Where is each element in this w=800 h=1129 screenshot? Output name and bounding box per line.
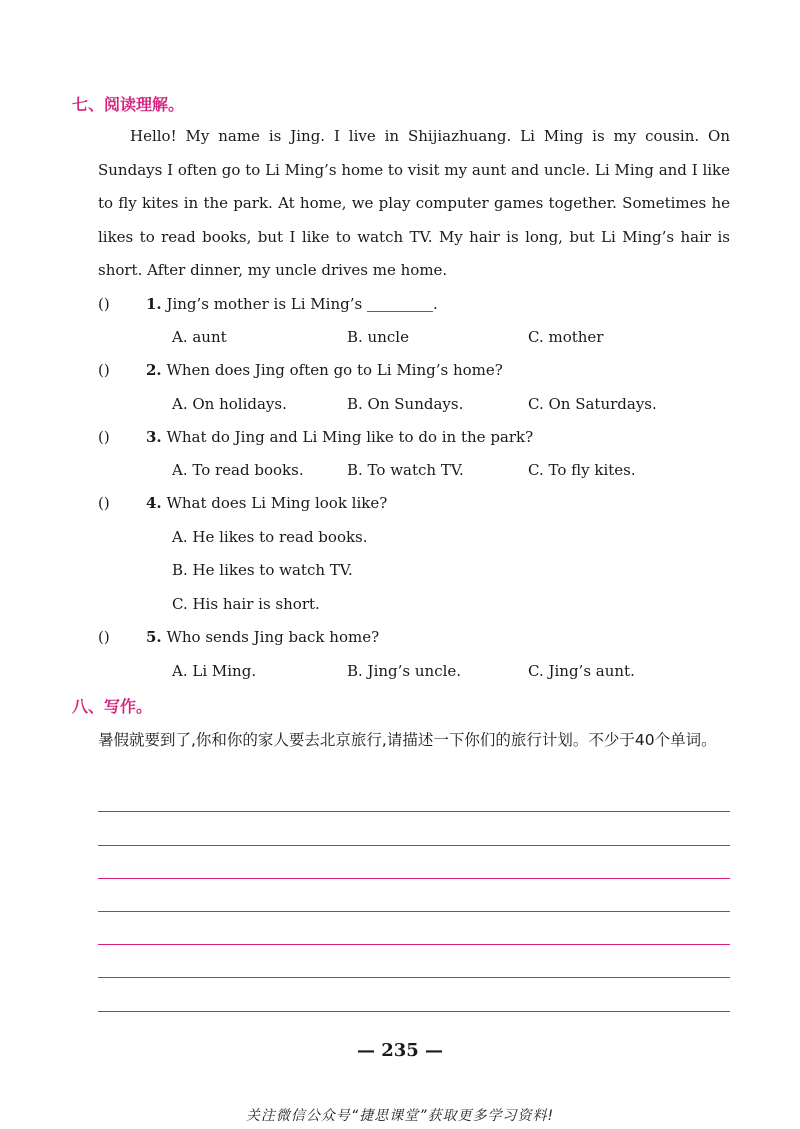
- question-4: [98, 494, 388, 512]
- question-number: 3.: [146, 428, 162, 446]
- option-c: C. To fly kites.: [528, 461, 636, 479]
- option-b: B. He likes to watch TV.: [172, 561, 353, 579]
- answer-paren[interactable]: (): [98, 428, 110, 446]
- writing-line[interactable]: [98, 911, 730, 912]
- option-b: B. On Sundays.: [347, 395, 464, 413]
- writing-line[interactable]: [98, 845, 730, 846]
- option-b: B. uncle: [347, 328, 409, 346]
- question-text: Jing’s mother is Li Ming’s: [166, 295, 363, 313]
- question-text: What do Jing and Li Ming like to do in the park?: [166, 428, 534, 446]
- question-number: 5.: [146, 628, 162, 646]
- passage-text: Hello! My name is Jing. I live in Shijiazhuang. Li Ming is my cousin. On Sundays I often go to Li Ming’s home to visit my aunt and uncle. Li Ming and I like to fly kites in the park. At home, we play computer games together. Sometimes he likes to read books, but I like to watch TV. My hair is long, but Li Ming’s hair is short. After dinner, my uncle drives me home.: [98, 127, 730, 279]
- footer-note: 关注微信公众号“捷思课堂”获取更多学习资料!: [245, 1108, 555, 1124]
- answer-paren[interactable]: (): [98, 628, 110, 646]
- question-number: 2.: [146, 361, 162, 379]
- answer-paren[interactable]: (): [98, 295, 110, 313]
- option-c: C. Jing’s aunt.: [528, 662, 635, 680]
- option-c: C. His hair is short.: [172, 595, 320, 613]
- writing-line[interactable]: [98, 878, 730, 879]
- question-2: [98, 361, 503, 379]
- option-a: A. Li Ming.: [172, 662, 257, 680]
- option-c: C. On Saturdays.: [528, 395, 657, 413]
- option-a: A. aunt: [172, 328, 227, 346]
- question-5: [98, 628, 380, 646]
- answer-blank[interactable]: [367, 297, 433, 312]
- option-a: A. He likes to read books.: [172, 528, 368, 546]
- writing-line[interactable]: [98, 944, 730, 945]
- question-number: 4.: [146, 494, 162, 512]
- question-text: When does Jing often go to Li Ming’s home?: [166, 361, 503, 379]
- question-text: What does Li Ming look like?: [166, 494, 388, 512]
- writing-prompt: 暑假就要到了,你和你的家人要去北京旅行,请描述一下你们的旅行计划。不少于40个单词。: [98, 731, 717, 749]
- question-3: [98, 428, 534, 446]
- question-1: () 1. Jing’s mother is Li Ming’s .: [98, 295, 438, 313]
- option-b: B. To watch TV.: [347, 461, 464, 479]
- writing-line[interactable]: [98, 977, 730, 978]
- answer-paren[interactable]: (): [98, 494, 110, 512]
- writing-line[interactable]: [98, 811, 730, 812]
- reading-passage: [98, 120, 730, 288]
- option-a: A. To read books.: [172, 461, 304, 479]
- section-8-title: 八、写作。: [72, 697, 153, 716]
- option-c: C. mother: [528, 328, 604, 346]
- question-number: 1.: [146, 295, 162, 313]
- answer-paren[interactable]: (): [98, 361, 110, 379]
- page-number: — 235 —: [356, 1040, 444, 1061]
- section-7-title: 七、阅读理解。: [72, 95, 185, 114]
- option-b: B. Jing’s uncle.: [347, 662, 462, 680]
- question-text: Who sends Jing back home?: [166, 628, 380, 646]
- writing-line[interactable]: [98, 1011, 730, 1012]
- option-a: A. On holidays.: [172, 395, 287, 413]
